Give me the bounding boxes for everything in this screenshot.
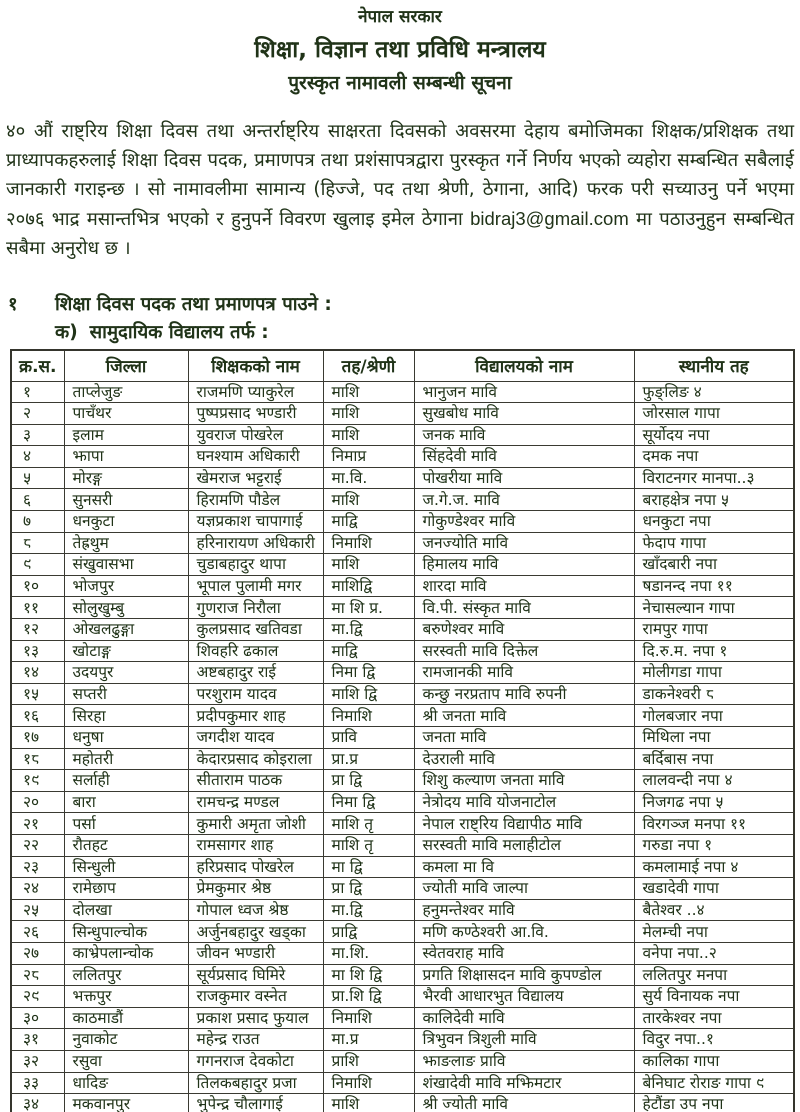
cell-district: सप्तरी xyxy=(64,683,188,705)
table-row xyxy=(11,532,794,554)
cell-level: निमा द्वि xyxy=(323,662,414,684)
cell-school: पोखरीया मावि xyxy=(414,467,634,489)
cell-sn: ३२ xyxy=(11,1050,64,1072)
cell-district: सिन्धुली xyxy=(64,856,188,878)
cell-school: जनक मावि xyxy=(414,424,634,446)
cell-school: मणि कण्ठेश्वरी आ.वि. xyxy=(414,921,634,943)
col-header-district: जिल्ला xyxy=(64,350,188,381)
cell-local: बेनिघाट रोराङ गापा ९ xyxy=(634,1072,794,1094)
cell-local: बराहक्षेत्र नपा ५ xyxy=(634,489,794,511)
cell-school: सरस्वती मावि दिक्तेल xyxy=(414,640,634,662)
cell-sn: ८ xyxy=(11,532,64,554)
cell-district: बारा xyxy=(64,791,188,813)
cell-local: जोरसाल गापा xyxy=(634,403,794,425)
cell-teacher: भुपेन्द्र चौलागाई xyxy=(188,1094,323,1112)
table-row xyxy=(11,1050,794,1072)
cell-district: इलाम xyxy=(64,424,188,446)
cell-level: मा.द्वि xyxy=(323,899,414,921)
cell-district: तेह्रथुम xyxy=(64,532,188,554)
col-header-level: तह/श्रेणी xyxy=(323,350,414,381)
cell-level: माशि xyxy=(323,424,414,446)
cell-local: दमक नपा xyxy=(634,446,794,468)
cell-district: मोरङ्ग xyxy=(64,467,188,489)
cell-teacher: रामसागर शाह xyxy=(188,834,323,856)
cell-teacher: हरिनारायण अधिकारी xyxy=(188,532,323,554)
table-row xyxy=(11,1072,794,1094)
table-row xyxy=(11,597,794,619)
cell-level: निमा द्वि xyxy=(323,791,414,813)
cell-teacher: गोपाल ध्वज श्रेष्ठ xyxy=(188,899,323,921)
cell-sn: १४ xyxy=(11,662,64,684)
cell-local: ललितपुर मनपा xyxy=(634,964,794,986)
section-title: शिक्षा दिवस पदक तथा प्रमाणपत्र पाउने : xyxy=(55,294,332,315)
cell-school: भैरवी आधारभुत विद्यालय xyxy=(414,986,634,1008)
cell-local: विरगञ्ज मनपा ११ xyxy=(634,813,794,835)
table-row xyxy=(11,1029,794,1051)
cell-school: जनता मावि xyxy=(414,727,634,749)
cell-school: झाङलाङ प्रावि xyxy=(414,1050,634,1072)
cell-teacher: कुलप्रसाद खतिवडा xyxy=(188,619,323,641)
cell-sn: १३ xyxy=(11,640,64,662)
cell-school: श्री ज्योती मावि xyxy=(414,1094,634,1112)
cell-district: रौतहट xyxy=(64,834,188,856)
cell-district: पर्सा xyxy=(64,813,188,835)
cell-school: त्रिभुवन त्रिशुली मावि xyxy=(414,1029,634,1051)
subsection-title: सामुदायिक विद्यालय तर्फ : xyxy=(89,322,269,343)
cell-sn: ९ xyxy=(11,554,64,576)
cell-teacher: राजकुमार वस्नेत xyxy=(188,986,323,1008)
subsection-heading xyxy=(55,320,800,346)
cell-sn: ३४ xyxy=(11,1094,64,1112)
cell-level: माशि द्वि xyxy=(323,683,414,705)
cell-school: ज्योती मावि जाल्पा xyxy=(414,878,634,900)
awards-table xyxy=(10,349,795,1112)
cell-level: माशिद्वि xyxy=(323,575,414,597)
cell-teacher: हरिप्रसाद पोखरेल xyxy=(188,856,323,878)
table-row xyxy=(11,791,794,813)
cell-school: रामजानकी मावि xyxy=(414,662,634,684)
cell-district: भोजपुर xyxy=(64,575,188,597)
cell-level: माशि xyxy=(323,489,414,511)
cell-teacher: अष्टबहादुर राई xyxy=(188,662,323,684)
cell-local: मोलीगडा गापा xyxy=(634,662,794,684)
table-row xyxy=(11,1094,794,1112)
cell-district: नुवाकोट xyxy=(64,1029,188,1051)
cell-sn: २० xyxy=(11,791,64,813)
cell-local: गरुडा नपा १ xyxy=(634,834,794,856)
cell-teacher: महेन्द्र राउत xyxy=(188,1029,323,1051)
cell-local: हेटौंडा उप नपा xyxy=(634,1094,794,1112)
cell-local: बर्दिबास नपा xyxy=(634,748,794,770)
intro-paragraph xyxy=(6,117,794,263)
cell-sn: ११ xyxy=(11,597,64,619)
cell-school: प्रगति शिक्षासदन मावि कुपण्डोल xyxy=(414,964,634,986)
cell-local: धनकुटा नपा xyxy=(634,511,794,533)
cell-district: उदयपुर xyxy=(64,662,188,684)
cell-teacher: सूर्यप्रसाद घिमिरे xyxy=(188,964,323,986)
email-text: bidraj3@gmail.com xyxy=(470,208,629,229)
cell-teacher: भूपाल पुलामी मगर xyxy=(188,575,323,597)
cell-local: कालिका गापा xyxy=(634,1050,794,1072)
cell-teacher: अर्जुनबहादुर खड्का xyxy=(188,921,323,943)
cell-level: मा शि प्र. xyxy=(323,597,414,619)
table-row xyxy=(11,1007,794,1029)
cell-level: माद्वि xyxy=(323,640,414,662)
col-header-teacher: शिक्षकको नाम xyxy=(188,350,323,381)
cell-level: माशि xyxy=(323,381,414,403)
cell-sn: २४ xyxy=(11,878,64,900)
intro-text-before-email: ४० औं राष्ट्रिय शिक्षा दिवस तथा अन्तर्राष्ट्रिय साक्षरता दिवसको अवसरमा देहाय बमोजिमका शिक्षक/प्रशिक्षक तथा प्राध्यापकहरुलाई शिक्षा दिवस पदक, प्रमाणपत्र तथा प्रशंसापत्रद्वारा पुरस्कृत गर्ने निर्णय भएको व्यहोरा सम्बन्धित सबैलाई जानकारी गराइन्छ । सो नामावलीमा सामान्य (हिज्जे, पद तथा श्रेणी, ठेगाना, आदि) फरक परी सच्याउनु पर्ने भएमा २०७६ भाद्र मसान्तभित्र भएको र हुनुपर्ने विवरण खुलाइ इमेल ठेगाना xyxy=(6,121,794,230)
cell-sn: २९ xyxy=(11,986,64,1008)
cell-teacher: सीताराम पाठक xyxy=(188,770,323,792)
cell-sn: २१ xyxy=(11,813,64,835)
table-row xyxy=(11,813,794,835)
cell-district: काठमाडौं xyxy=(64,1007,188,1029)
cell-teacher: हिरामणि पौडेल xyxy=(188,489,323,511)
cell-level: माशि तृ xyxy=(323,813,414,835)
table-row xyxy=(11,446,794,468)
table-row xyxy=(11,705,794,727)
cell-level: माशि तृ xyxy=(323,834,414,856)
cell-local: सुर्य विनायक नपा xyxy=(634,986,794,1008)
government-title: नेपाल सरकार xyxy=(358,7,442,27)
cell-school: बरुणेश्वर मावि xyxy=(414,619,634,641)
cell-school: हिमालय मावि xyxy=(414,554,634,576)
cell-teacher: खेमराज भट्टराई xyxy=(188,467,323,489)
cell-local: दि.रु.म. नपा १ xyxy=(634,640,794,662)
cell-level: माशि xyxy=(323,403,414,425)
cell-school: भानुजन मावि xyxy=(414,381,634,403)
cell-level: मा.द्वि xyxy=(323,619,414,641)
cell-local: मिथिला नपा xyxy=(634,727,794,749)
cell-sn: २२ xyxy=(11,834,64,856)
table-row xyxy=(11,834,794,856)
cell-local: फुङ्लिङ ४ xyxy=(634,381,794,403)
cell-level: निमाशि xyxy=(323,1072,414,1094)
cell-district: धनकुटा xyxy=(64,511,188,533)
cell-local: विराटनगर मानपा..३ xyxy=(634,467,794,489)
cell-district: ओखलढुङ्गा xyxy=(64,619,188,641)
cell-sn: ६ xyxy=(11,489,64,511)
cell-level: प्रा द्वि xyxy=(323,770,414,792)
cell-teacher: जीवन भण्डारी xyxy=(188,942,323,964)
cell-level: निमाप्र xyxy=(323,446,414,468)
cell-district: पाचँथर xyxy=(64,403,188,425)
ministry-title: शिक्षा, विज्ञान तथा प्रविधि मन्त्रालय xyxy=(254,37,546,63)
cell-level: माशि xyxy=(323,554,414,576)
cell-school: शंखादेवी मावि मझिमटार xyxy=(414,1072,634,1094)
cell-local: कमलामाई नपा ४ xyxy=(634,856,794,878)
cell-district: मकवानपुर xyxy=(64,1094,188,1112)
cell-district: रामेछाप xyxy=(64,878,188,900)
cell-district: रसुवा xyxy=(64,1050,188,1072)
cell-teacher: पुष्पप्रसाद भण्डारी xyxy=(188,403,323,425)
cell-school: देउराली मावि xyxy=(414,748,634,770)
cell-local: तारकेश्वर नपा xyxy=(634,1007,794,1029)
table-row xyxy=(11,662,794,684)
cell-level: प्रा.प्र xyxy=(323,748,414,770)
cell-level: प्रावि xyxy=(323,727,414,749)
table-row xyxy=(11,554,794,576)
cell-sn: ३३ xyxy=(11,1072,64,1094)
table-row xyxy=(11,727,794,749)
cell-level: माशि xyxy=(323,1094,414,1112)
table-row xyxy=(11,683,794,705)
cell-sn: २७ xyxy=(11,942,64,964)
cell-local: मेलम्ची नपा xyxy=(634,921,794,943)
cell-level: मा शि द्वि xyxy=(323,964,414,986)
cell-sn: २८ xyxy=(11,964,64,986)
subsection-label: क) xyxy=(55,322,78,343)
cell-district: सर्लाही xyxy=(64,770,188,792)
intro-text-after-email: मा पठाउनुहुन सम्बन्धित सबैमा अनुरोध छ । xyxy=(6,209,795,259)
cell-school: नेपाल राष्ट्रिय विद्यापीठ मावि xyxy=(414,813,634,835)
cell-school: सिंहदेवी मावि xyxy=(414,446,634,468)
cell-sn: २३ xyxy=(11,856,64,878)
table-row xyxy=(11,381,794,403)
cell-district: सोलुखुम्बु xyxy=(64,597,188,619)
cell-teacher: चुडाबहादुर थापा xyxy=(188,554,323,576)
cell-district: भक्तपुर xyxy=(64,986,188,1008)
cell-teacher: प्रकाश प्रसाद फुयाल xyxy=(188,1007,323,1029)
table-row xyxy=(11,986,794,1008)
cell-local: सूर्योदय नपा xyxy=(634,424,794,446)
cell-district: खोटाङ्ग xyxy=(64,640,188,662)
table-row xyxy=(11,878,794,900)
cell-sn: १२ xyxy=(11,619,64,641)
cell-level: मा द्वि xyxy=(323,856,414,878)
cell-sn: १ xyxy=(11,381,64,403)
col-header-local: स्थानीय तह xyxy=(634,350,794,381)
cell-sn: ३० xyxy=(11,1007,64,1029)
table-row xyxy=(11,575,794,597)
table-row xyxy=(11,964,794,986)
col-header-sn: क्र.स. xyxy=(11,350,64,381)
cell-school: कमला मा वि xyxy=(414,856,634,878)
cell-level: मा.वि. xyxy=(323,467,414,489)
cell-local: फेदाप गापा xyxy=(634,532,794,554)
cell-level: प्रा.शि द्वि xyxy=(323,986,414,1008)
table-row xyxy=(11,467,794,489)
cell-teacher: घनश्याम अधिकारी xyxy=(188,446,323,468)
cell-teacher: परशुराम यादव xyxy=(188,683,323,705)
cell-school: शारदा मावि xyxy=(414,575,634,597)
cell-school: स्वेतवराह मावि xyxy=(414,942,634,964)
cell-school: ज.गे.ज. मावि xyxy=(414,489,634,511)
cell-local: विदुर नपा..१ xyxy=(634,1029,794,1051)
table-row xyxy=(11,640,794,662)
cell-level: मा.शि. xyxy=(323,942,414,964)
table-row xyxy=(11,403,794,425)
cell-sn: २ xyxy=(11,403,64,425)
cell-local: खाँदबारी नपा xyxy=(634,554,794,576)
cell-sn: ५ xyxy=(11,467,64,489)
cell-sn: १५ xyxy=(11,683,64,705)
cell-school: गोकुण्डेश्वर मावि xyxy=(414,511,634,533)
cell-level: निमाशि xyxy=(323,1007,414,1029)
cell-sn: ७ xyxy=(11,511,64,533)
cell-teacher: राजमणि प्याकुरेल xyxy=(188,381,323,403)
table-row xyxy=(11,511,794,533)
cell-local: खडादेवी गापा xyxy=(634,878,794,900)
cell-school: जनज्योति मावि xyxy=(414,532,634,554)
cell-teacher: गुणराज निरौला xyxy=(188,597,323,619)
cell-teacher: प्रेमकुमार श्रेष्ठ xyxy=(188,878,323,900)
table-row xyxy=(11,942,794,964)
cell-local: वनेपा नपा..२ xyxy=(634,942,794,964)
cell-local: बैतेश्वर ..४ xyxy=(634,899,794,921)
cell-local: निजगढ नपा ५ xyxy=(634,791,794,813)
cell-teacher: युवराज पोखरेल xyxy=(188,424,323,446)
cell-district: धादिङ xyxy=(64,1072,188,1094)
cell-local: गोलबजार नपा xyxy=(634,705,794,727)
cell-sn: ३१ xyxy=(11,1029,64,1051)
table-row xyxy=(11,770,794,792)
cell-level: माद्वि xyxy=(323,511,414,533)
cell-level: मा.प्र xyxy=(323,1029,414,1051)
cell-sn: १० xyxy=(11,575,64,597)
cell-district: धनुषा xyxy=(64,727,188,749)
cell-teacher: तिलकबहादुर प्रजा xyxy=(188,1072,323,1094)
cell-school: सरस्वती मावि मलाहीटोल xyxy=(414,834,634,856)
cell-sn: २६ xyxy=(11,921,64,943)
table-row xyxy=(11,619,794,641)
cell-sn: ४ xyxy=(11,446,64,468)
cell-level: निमाशि xyxy=(323,532,414,554)
table-row xyxy=(11,921,794,943)
cell-teacher: केदारप्रसाद कोइराला xyxy=(188,748,323,770)
notice-title: पुरस्कृत नामावली सम्बन्धी सूचना xyxy=(288,72,512,94)
cell-local: डाकनेश्वरी ८ xyxy=(634,683,794,705)
cell-district: महोतरी xyxy=(64,748,188,770)
cell-teacher: रामचन्द्र मण्डल xyxy=(188,791,323,813)
cell-school: कालिदेवी मावि xyxy=(414,1007,634,1029)
cell-school: सुखबोध मावि xyxy=(414,403,634,425)
cell-teacher: गगनराज देवकोटा xyxy=(188,1050,323,1072)
section-number: १ xyxy=(8,294,18,315)
table-row xyxy=(11,424,794,446)
table-row xyxy=(11,489,794,511)
cell-school: हनुमन्तेश्वर मावि xyxy=(414,899,634,921)
cell-sn: १९ xyxy=(11,770,64,792)
cell-district: संखुवासभा xyxy=(64,554,188,576)
cell-school: श्री जनता मावि xyxy=(414,705,634,727)
cell-district: ललितपुर xyxy=(64,964,188,986)
cell-school: नेत्रोदय मावि योजनाटोल xyxy=(414,791,634,813)
cell-teacher: यज्ञप्रकाश चापागाई xyxy=(188,511,323,533)
cell-sn: १७ xyxy=(11,727,64,749)
table-row xyxy=(11,748,794,770)
cell-local: नेचासल्यान गापा xyxy=(634,597,794,619)
cell-school: वि.पी. संस्कृत मावि xyxy=(414,597,634,619)
section-heading xyxy=(8,292,800,318)
cell-sn: १८ xyxy=(11,748,64,770)
cell-local: षडानन्द नपा ११ xyxy=(634,575,794,597)
table-header-row xyxy=(11,350,794,381)
awards-table-body xyxy=(11,381,794,1112)
cell-district: काभ्रेपलान्चोक xyxy=(64,942,188,964)
col-header-school: विद्यालयको नाम xyxy=(414,350,634,381)
cell-sn: १६ xyxy=(11,705,64,727)
cell-teacher: कुमारी अमृता जोशी xyxy=(188,813,323,835)
cell-level: निमाशि xyxy=(323,705,414,727)
cell-district: झापा xyxy=(64,446,188,468)
cell-local: रामपुर गापा xyxy=(634,619,794,641)
cell-teacher: जगदीश यादव xyxy=(188,727,323,749)
cell-district: सुनसरी xyxy=(64,489,188,511)
cell-level: प्राद्वि xyxy=(323,921,414,943)
cell-district: सिरहा xyxy=(64,705,188,727)
cell-sn: २५ xyxy=(11,899,64,921)
cell-local: लालवन्दी नपा ४ xyxy=(634,770,794,792)
cell-district: ताप्लेजुङ xyxy=(64,381,188,403)
cell-level: प्राशि xyxy=(323,1050,414,1072)
table-row xyxy=(11,856,794,878)
table-row xyxy=(11,899,794,921)
cell-district: सिन्धुपाल्चोक xyxy=(64,921,188,943)
cell-sn: ३ xyxy=(11,424,64,446)
cell-district: दोलखा xyxy=(64,899,188,921)
cell-teacher: शिवहरि ढकाल xyxy=(188,640,323,662)
cell-teacher: प्रदीपकुमार शाह xyxy=(188,705,323,727)
cell-school: शिशु कल्याण जनता मावि xyxy=(414,770,634,792)
cell-level: प्रा द्वि xyxy=(323,878,414,900)
cell-school: कन्छु नरप्रताप मावि रुपनी xyxy=(414,683,634,705)
